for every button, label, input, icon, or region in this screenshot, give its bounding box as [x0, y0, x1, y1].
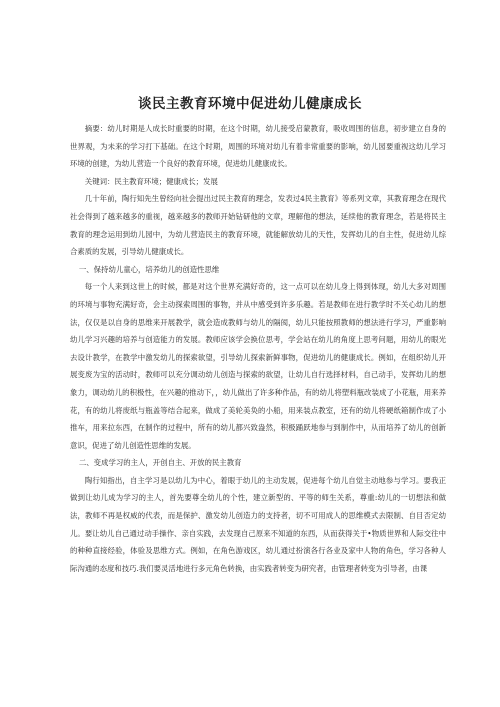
section-1-paragraph: 每一个人来到这世上的时候，都是对这个世界充满好奇的，这一点可以在幼儿身上得到体现，幼儿大多对周围的环境与事物充满好奇，会主动探索周围的事物，并从中感受到许多乐趣。若是教师在进行教学时不关心幼儿的想法，仅仅是以自身的思维来开展教学，就会造成教师与幼儿的隔阂，幼儿只能按照教师的想法进行学习，严重影响幼儿学习兴趣的培养与创造能力的发展。教师应该学会换位思考，学会站在幼儿的角度上思考问题，用幼儿的眼光去设计教学，在教学中激发幼儿的探索欲望，引导幼儿探索新鲜事物，促进幼儿的健康成长。例如，在组织幼儿开展变废为宝的活动时，教师可以充分调动幼儿创造与探索的欲望，让幼儿自行选择材料，自己动手，发挥幼儿的想象力，调动幼儿的积极性，在兴趣的推动下，，幼儿做出了许多种作品，有的幼儿将塑料瓶改装成了小花瓶，用来养花，有的幼儿将废纸与瓶盖等结合起来，做成了美轮美奂的小船，用来装点教室，还有的幼儿将硬纸箱制作成了小推车，用来拉东西，在制作的过程中，所有的幼儿都兴致盎然，积极踊跃地参与到制作中，从而培养了幼儿的创新意识，促进了幼儿创造性思维的发展。: [70, 282, 446, 450]
section-2-paragraph: 陶行知指出，自主学习是以幼儿为中心，着眼于幼儿的主动发展，促进每个幼儿自觉主动地参与学习。要我正做到让幼儿成为学习的主人，首先要尊全幼儿的个性，建立新型的、平等的师生关系，尊重:幼儿的一切想法和做法，教师不再是权威的代表，而是保护、激发幼儿创造力的支持者，切不可用成人的思维模式去限制、自目否定幼儿。要让幼儿自己通过动手操作、亲自实践，去发现自己原来不知道的东西，从而获得关于•物质世界和人际交往中的种种直接经验，体验及思维方式。例如，在角色游戏区，幼儿通过扮演各行各业及家中人物的角色，学习各种人际沟通的态度和技巧.我们要灵活地进行多元角色转换，由实践者转变为研究者，由管理者转变为引导者，由课: [70, 475, 446, 573]
document-body: [70, 120, 446, 577]
section-heading-2: 二、变成学习的主人，开创自主、开放的民主教育: [78, 458, 242, 468]
keywords-paragraph: 关键词：民主教育环境；健康成长；发展: [84, 176, 218, 186]
intro-paragraph: 几十年前，陶行知先生曾经向社会提出过民主教育的理念，发表过4民主教育》等系列文章，其教育理念在现代社会得到了越来越多的重视，越来越多的教师开始钻研他的文章，理解他的想法，延续他的教育理念，若是将民主教育的理念运用到幼儿园中，为幼儿营造民主的教育环境，就能解放幼儿的天性，发挥幼儿的自主性，促进幼儿综合素质的发展，引导幼儿健康成长。: [70, 194, 446, 257]
abstract-paragraph: 摘要：幼儿时期是人成长时重要的时期，在这个时期，幼儿接受启蒙教育，吸收周围的信息，初步建立自身的世界观，为未来的学习打下基础。在这个时期，周围的环境对幼儿有着非常重要的影响，幼儿园要重视这幼儿学习环境的创建，为幼儿营造一个良好的教育环境，促进幼儿健康成长。: [70, 124, 446, 169]
document-title: 谈民主教育环境中促进幼儿健康成长: [138, 96, 362, 112]
section-heading-1: 一、保持幼儿童心，培养幼儿的创造性思维: [78, 264, 220, 274]
